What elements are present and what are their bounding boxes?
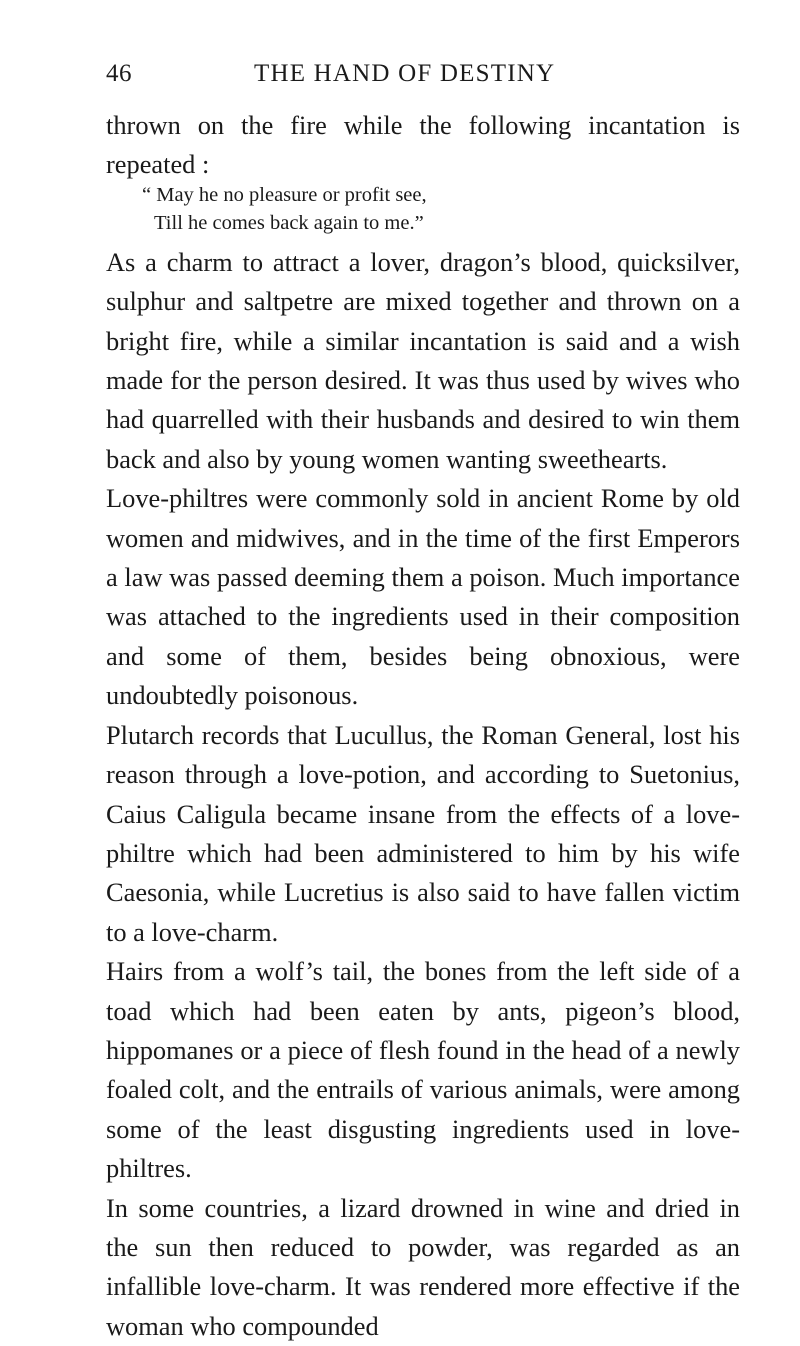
verse-line-1: “ May he no pleasure or profit see,	[142, 183, 427, 206]
running-head	[106, 56, 740, 96]
page-number: 46	[106, 60, 132, 87]
paragraph-charm: As a charm to attract a lover, dragon’s blood, quicksilver, sulphur and saltpetre are mixed together and thrown on a bright fire, while a similar incantation is said and a wish made for the person desired. It was thus used by wives who had quarrelled with their husbands and desired to win them back and also by young women wanting sweethearts.	[106, 246, 740, 474]
paragraph-ingredients: Hairs from a wolf’s tail, the bones from the left side of a toad which had been eaten by ants, pigeon’s blood, hippomanes or a piece of flesh found in the head of a newly foaled colt, and the entrails of various animals, were among some of the least disgusting ingredients used in love-philtres.	[106, 956, 740, 1184]
running-title: THE HAND OF DESTINY	[254, 60, 556, 87]
incantation-verse	[142, 181, 740, 237]
paragraph-lizard: In some countries, a lizard drowned in wine and dried in the sun then reduced to powder, was regarded as an infallible love-charm. It was rendered more effective if the woman who compounded	[106, 1192, 740, 1341]
opening-paragraph: thrown on the fire while the following incantation is repeated :	[106, 110, 740, 180]
verse-line-2: Till he comes back again to me.”	[154, 211, 424, 234]
paragraph-love-philtres-rome: Love-philtres were commonly sold in ancient Rome by old women and midwives, and in the time of the first Emperors a law was passed deeming them a poison. Much importance was attached to the ingredients used in their composition and some of them, besides being obnoxious, were undoubtedly poisonous.	[106, 483, 740, 711]
book-page	[106, 56, 740, 1346]
paragraph-plutarch: Plutarch records that Lucullus, the Roman General, lost his reason through a love-potion, and according to Suetonius, Caius Caligula became insane from the effects of a love-philtre which had been administered to him by his wife Caesonia, while Lucretius is also said to have fallen victim to a love-charm.	[106, 719, 740, 947]
body-text	[106, 106, 740, 1346]
